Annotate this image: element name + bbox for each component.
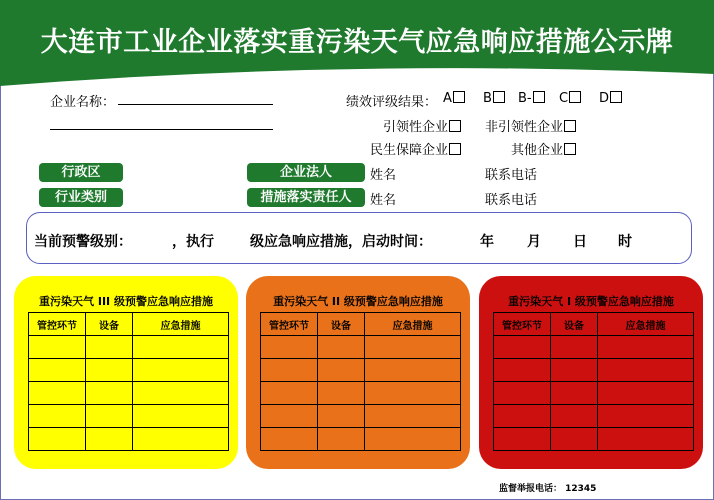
tag-industry: 行业类别 (39, 188, 123, 207)
rating-option-d[interactable]: D (599, 91, 622, 106)
alert-execute-label: ，执行 (172, 234, 214, 250)
table-row (494, 359, 694, 382)
table-row (494, 428, 694, 451)
checkbox-icon (564, 120, 576, 132)
alert-month: 月 (527, 234, 541, 250)
panel-level-1 (479, 276, 703, 469)
col-equipment: 设备 (551, 313, 598, 336)
table-row (261, 428, 461, 451)
company-name-label: 企业名称： (50, 95, 116, 110)
col-equipment: 设备 (86, 313, 133, 336)
table-row (494, 382, 694, 405)
option-other-enterprise[interactable]: 其他企业 (511, 139, 576, 158)
col-emergency-measure: 应急措施 (598, 313, 694, 336)
alert-start-time-label: 级应急响应措施，启动时间： (250, 234, 432, 250)
rating-option-a[interactable]: A (443, 91, 465, 106)
col-control-step: 管控环节 (494, 313, 551, 336)
col-equipment: 设备 (318, 313, 365, 336)
rating-label: 绩效评级结果： (346, 95, 438, 110)
panel-level-1-table (493, 312, 694, 451)
hotline-text: 监督举报电话： 12345 (499, 484, 597, 494)
table-row (261, 382, 461, 405)
checkbox-icon (564, 143, 576, 155)
responsible-phone-label: 联系电话 (485, 193, 538, 208)
table-row (29, 405, 229, 428)
table-row (261, 336, 461, 359)
option-livelihood-enterprise[interactable]: 民生保障企业 (370, 139, 461, 158)
table-row (29, 336, 229, 359)
table-row (261, 359, 461, 382)
company-name-line-2[interactable] (50, 129, 273, 130)
checkbox-icon (449, 143, 461, 155)
panel-level-2-table (260, 312, 461, 451)
table-row (261, 405, 461, 428)
legal-person-name-label: 姓名 (370, 168, 397, 183)
checkbox-icon (493, 91, 505, 103)
alert-day: 日 (573, 234, 587, 250)
table-row (29, 382, 229, 405)
legal-person-phone-label: 联系电话 (485, 168, 538, 183)
col-control-step: 管控环节 (29, 313, 86, 336)
option-leading-enterprise[interactable]: 引领性企业 (383, 116, 461, 135)
checkbox-icon (533, 91, 545, 103)
col-emergency-measure: 应急措施 (133, 313, 229, 336)
tag-responsible-person: 措施落实责任人 (247, 188, 365, 207)
option-non-leading-enterprise[interactable]: 非引领性企业 (485, 116, 576, 135)
panel-level-1-title: 重污染天气 I 级预警应急响应措施 (508, 295, 674, 308)
table-row (29, 359, 229, 382)
alert-hour: 时 (618, 234, 632, 250)
table-row (494, 336, 694, 359)
rating-option-c[interactable]: C (559, 91, 581, 106)
rating-option-b[interactable]: B (483, 91, 505, 106)
panel-level-3 (14, 276, 238, 469)
col-emergency-measure: 应急措施 (365, 313, 461, 336)
panel-level-2-title: 重污染天气 II 级预警应急响应措施 (273, 295, 443, 308)
checkbox-icon (569, 91, 581, 103)
responsible-name-label: 姓名 (370, 193, 397, 208)
header-banner (0, 0, 714, 86)
alert-level-label: 当前预警级别： (34, 234, 132, 250)
col-control-step: 管控环节 (261, 313, 318, 336)
table-row (29, 428, 229, 451)
table-row (494, 405, 694, 428)
company-name-line-1[interactable] (118, 104, 273, 105)
panel-level-3-table (28, 312, 229, 451)
checkbox-icon (453, 91, 465, 103)
panel-level-3-title: 重污染天气 III 级预警应急响应措施 (39, 295, 213, 308)
checkbox-icon (449, 120, 461, 132)
checkbox-icon (610, 91, 622, 103)
rating-option-b-minus[interactable]: B- (518, 91, 545, 106)
page-title: 大连市工业企业落实重污染天气应急响应措施公示牌 (40, 27, 674, 58)
tag-district: 行政区 (39, 163, 123, 182)
panel-level-2 (246, 276, 470, 469)
tag-legal-person: 企业法人 (247, 163, 365, 182)
alert-year: 年 (480, 234, 494, 250)
